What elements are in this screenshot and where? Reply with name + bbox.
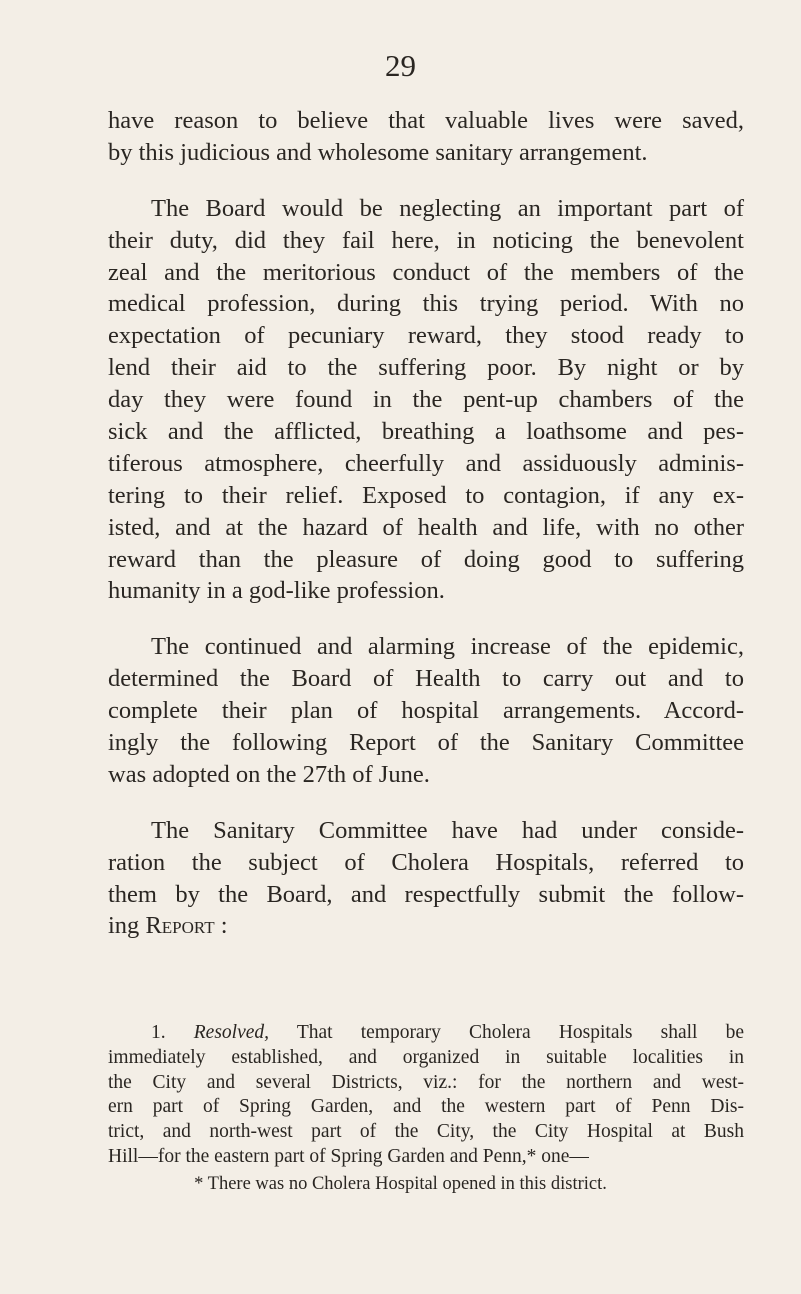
- paragraph-gap: [108, 169, 744, 193]
- paragraph-2-line: day they were found in the pent-up chambers of the: [108, 386, 744, 414]
- resolution-line: Hill—for the eastern part of Spring Garden and Penn,* one—: [108, 1145, 589, 1167]
- paragraph-2-line: tiferous atmosphere, cheerfully and assiduously adminis-: [108, 449, 744, 477]
- paragraph-2-line: medical profession, during this trying period. With no: [108, 290, 744, 318]
- footnote: * There was no Cholera Hospital opened in this district.: [194, 1174, 607, 1194]
- page-number: 29: [385, 48, 416, 83]
- paragraph-2-line: humanity in a god-like profession.: [108, 577, 445, 605]
- paragraph-3-line: determined the Board of Health to carry out and to: [108, 665, 744, 693]
- resolution-first-line: [108, 1021, 744, 1046]
- paragraph-3-line: ingly the following Report of the Sanitary Committee: [108, 729, 744, 757]
- paragraph-2-line: tering to their relief. Exposed to contagion, if any ex-: [108, 481, 744, 509]
- resolution-line: trict, and north-west part of the City, the City Hospital at Bush: [108, 1121, 744, 1143]
- paragraph-2-line: The Board would be neglecting an important part of: [151, 194, 744, 222]
- paragraph-2-line: expectation of pecuniary reward, they stood ready to: [108, 322, 744, 350]
- paragraph-2-line: sick and the afflicted, breathing a loathsome and pes-: [108, 418, 744, 446]
- paragraph-2-line: isted, and at the hazard of health and life, with no other: [108, 513, 744, 541]
- paragraph-2-line: lend their aid to the suffering poor. By night or by: [108, 354, 744, 382]
- resolution-number: 1.: [151, 1022, 166, 1043]
- resolution-text: That temporary Cholera Hospitals shall be: [296, 1022, 745, 1043]
- paragraph-2-line: reward than the pleasure of doing good to suffering: [108, 545, 744, 573]
- paragraph-2-line: zeal and the meritorious conduct of the members of the: [108, 258, 744, 286]
- paragraph-4-line: them by the Board, and respectfully submit the follow-: [108, 880, 744, 908]
- paragraph-3-line: was adopted on the 27th of June.: [108, 760, 430, 788]
- paragraph-4-last-line: [108, 910, 744, 942]
- paragraph-gap: [108, 607, 744, 631]
- resolution-line: immediately established, and organized in suitable localities in: [108, 1046, 744, 1068]
- paragraph-3-line: complete their plan of hospital arrangements. Accord-: [108, 697, 744, 725]
- resolved-word: Resolved,: [193, 1022, 270, 1043]
- paragraph-4-line: ration the subject of Cholera Hospitals, referred to: [108, 848, 744, 876]
- main-text: [108, 105, 744, 942]
- paragraph-4-line: The Sanitary Committee have had under conside-: [151, 816, 744, 844]
- resolution-line: the City and several Districts, viz.: for the northern and west-: [108, 1071, 744, 1093]
- resolution-block: [108, 1021, 744, 1170]
- report-label: Report :: [145, 912, 228, 940]
- paragraph-1-line: by this judicious and wholesome sanitary arrangement.: [108, 138, 648, 166]
- paragraph-gap: [108, 791, 744, 815]
- resolution-line: ern part of Spring Garden, and the western part of Penn Dis-: [108, 1096, 744, 1118]
- paragraph-3-line: The continued and alarming increase of the epidemic,: [151, 633, 744, 661]
- paragraph-2-line: their duty, did they fail here, in noticing the benevolent: [108, 226, 744, 254]
- paragraph-4-line: ing: [108, 912, 140, 940]
- paragraph-1-line: have reason to believe that valuable lives were saved,: [108, 107, 744, 134]
